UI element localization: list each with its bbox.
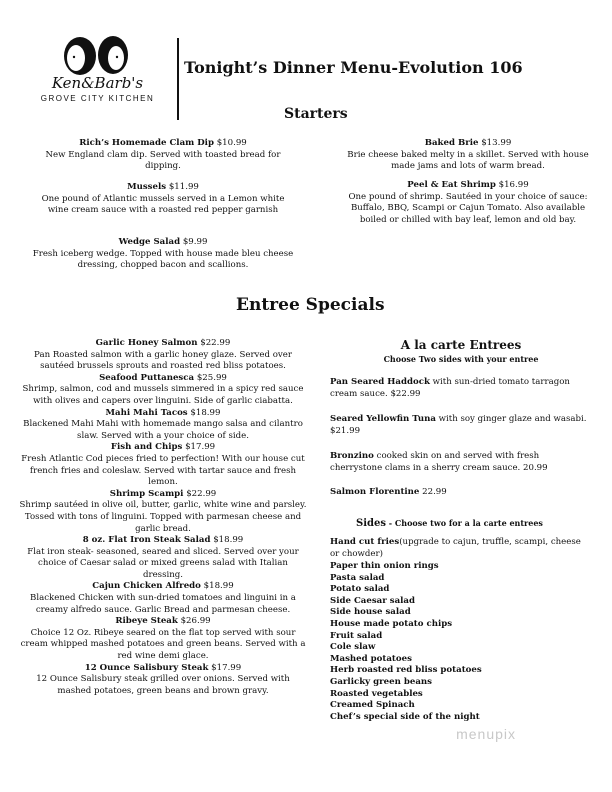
item-name: Mahi Mahi Tacos (105, 407, 188, 418)
item-name: Garlic Honey Salmon (95, 338, 198, 348)
item-desc: Blackened Chicken with sun-dried tomatoes and linguini in a creamy alfredo sauce. Garlic Bread and parmesan cheese. (30, 593, 296, 615)
sides-list (330, 561, 482, 723)
item-desc: Shrimp, salmon, cod and mussels simmered in a spicy red sauce with olives and capers over linguini. Side of garlic ciabatta. (22, 384, 304, 406)
item-desc: Choice 12 Oz. Ribeye seared on the flat top served with sour cream whipped mashed potatoes and green beans. Served with a red wine demi glace. (20, 627, 306, 662)
item-price: $26.99 (180, 616, 211, 627)
item-price: $18.99 (213, 535, 244, 546)
item-name: Seared Yellowfin Tuna (330, 414, 436, 424)
item-name: Salmon Florentine (330, 487, 420, 497)
item-desc: Pan Roasted salmon with a garlic honey glaze. Served over sautéed brussels sprouts and roasted red bliss potatoes. (34, 349, 292, 372)
entree-item (18, 616, 308, 662)
item-name: Wedge Salad (118, 237, 181, 247)
item-price: $18.99 (190, 407, 221, 418)
side-item: Creamed Spinach (330, 700, 415, 711)
entrees-heading: Entree Specials (236, 295, 385, 315)
side-name: Hand cut fries (330, 537, 400, 547)
item-desc: Blackened Mahi Mahi with homemade mango salsa and cilantro slaw. Served with a your choice of side. (23, 419, 303, 441)
entree-list (18, 338, 308, 697)
side-item: Herb roasted red bliss potatoes (330, 665, 482, 676)
item-price: $22.99 (200, 338, 231, 348)
item-desc: 22.99 (419, 487, 447, 497)
sides-heading: Sides (356, 518, 387, 529)
entree-item (18, 408, 308, 443)
item-price: $22.99 (186, 488, 217, 499)
entree-item (18, 489, 308, 535)
entree-item (18, 442, 308, 488)
side-item: House made potato chips (330, 618, 453, 629)
starter-item (346, 180, 590, 226)
side-note: (upgrade to cajun, truffle, scampi, cheese or chowder) (330, 537, 581, 559)
entree-item (18, 338, 308, 373)
logo (30, 36, 165, 114)
entree-item (18, 581, 308, 616)
item-name: 12 Ounce Salisbury Steak (84, 662, 209, 673)
sides-sub: - Choose two for a la carte entrees (386, 518, 543, 528)
item-desc: One pound of shrimp. Sautéed in your choice of sauce: Buffalo, BBQ, Scampi or Cajun Tomato. Also available boiled or chilled with bay leaf, lemon and old bay. (348, 191, 588, 225)
item-price: $11.99 (168, 182, 199, 192)
item-name: Baked Brie (424, 138, 479, 148)
side-item: Pasta salad (330, 572, 385, 583)
starters-heading: Starters (284, 106, 348, 122)
starter-item (30, 182, 296, 217)
alacarte-item (330, 487, 592, 499)
side-item: Garlicky green beans (330, 676, 432, 687)
header-divider (177, 38, 179, 120)
item-name: Peel & Eat Shrimp (407, 180, 496, 190)
entree-item (18, 663, 308, 698)
item-price: $17.99 (211, 662, 242, 673)
watermark: menupix (456, 726, 516, 742)
item-price: $10.99 (216, 138, 247, 148)
side-item: Chef’s special side of the night (330, 711, 480, 722)
side-item (330, 537, 592, 560)
starter-item (346, 138, 590, 173)
item-desc: Fresh iceberg wedge. Topped with house made bleu cheese dressing, chopped bacon and scallions. (32, 248, 294, 271)
side-item: Side house salad (330, 607, 411, 618)
item-name: Seafood Puttanesca (99, 372, 195, 383)
side-item: Fruit salad (330, 630, 383, 641)
menu-title: Tonight’s Dinner Menu-Evolution 106 (184, 58, 523, 77)
item-name: Mussels (127, 182, 167, 192)
starter-item (30, 138, 296, 173)
item-price: $25.99 (196, 372, 227, 383)
starter-item (30, 237, 296, 272)
alacarte-heading: A la carte Entrees (400, 338, 522, 352)
item-desc: Flat iron steak- seasoned, seared and sliced. Served over your choice of Caesar salad or mixed greens salad with Italian dressing. (27, 546, 299, 580)
item-name: 8 oz. Flat Iron Steak Salad (82, 535, 211, 546)
item-desc: Fresh Atlantic Cod pieces fried to perfection! With our house cut french fries and coleslaw. Served with tartar sauce and fresh lemon. (21, 453, 305, 488)
item-name: Fish and Chips (110, 442, 183, 453)
logo-name: Ken&Barb's (51, 74, 144, 92)
item-price: $13.99 (481, 138, 512, 148)
sides-header (356, 511, 543, 530)
side-item: Roasted vegetables (330, 688, 423, 699)
item-desc: with soy ginger glaze and wasabi. $21.99 (330, 414, 587, 436)
item-desc: Brie cheese baked melty in a skillet. Served with house made jams and lots of warm bread. (347, 149, 589, 172)
item-desc: cooked skin on and served with fresh cherrystone clams in a sherry cream sauce. 20.99 (330, 451, 548, 473)
item-desc: New England clam dip. Served with toasted bread for dipping. (45, 149, 281, 172)
item-price: $17.99 (185, 442, 216, 453)
side-item: Cole slaw (330, 642, 376, 653)
item-desc: One pound of Atlantic mussels served in a Lemon white wine cream sauce with a roasted red pepper garnish (41, 193, 285, 216)
side-item: Potato salad (330, 584, 390, 595)
alacarte-item (330, 377, 592, 400)
item-price: $9.99 (182, 237, 208, 247)
item-name: Bronzino (330, 451, 374, 461)
item-price: $18.99 (203, 581, 234, 592)
item-desc: 12 Ounce Salisbury steak grilled over onions. Served with mashed potatoes, green beans and brown gravy. (36, 674, 290, 696)
side-item: Side Caesar salad (330, 595, 415, 606)
alacarte-item (330, 414, 592, 437)
item-name: Rich’s Homemade Clam Dip (79, 138, 214, 148)
item-name: Shrimp Scampi (109, 488, 184, 499)
entree-item (18, 535, 308, 581)
item-desc: Shrimp sautéed in olive oil, butter, garlic, white wine and parsley. Tossed with tons of linguini. Topped with parmesan cheese and garlic bread. (19, 500, 307, 534)
alacarte-header (330, 338, 592, 364)
item-price: $16.99 (498, 180, 529, 190)
side-item: Paper thin onion rings (330, 561, 439, 571)
item-name: Pan Seared Haddock (330, 377, 430, 387)
item-name: Ribeye Steak (115, 616, 178, 627)
couple-silhouette-icon (30, 36, 165, 76)
item-name: Cajun Chicken Alfredo (92, 581, 201, 592)
alacarte-sub: Choose Two sides with your entree (383, 354, 539, 364)
entree-item (18, 373, 308, 408)
side-item: Mashed potatoes (330, 653, 412, 664)
logo-subtitle: GROVE CITY KITCHEN (40, 94, 155, 103)
alacarte-item (330, 451, 592, 474)
item-desc: with sun-dried tomato tarragon cream sauce. $22.99 (330, 377, 570, 399)
